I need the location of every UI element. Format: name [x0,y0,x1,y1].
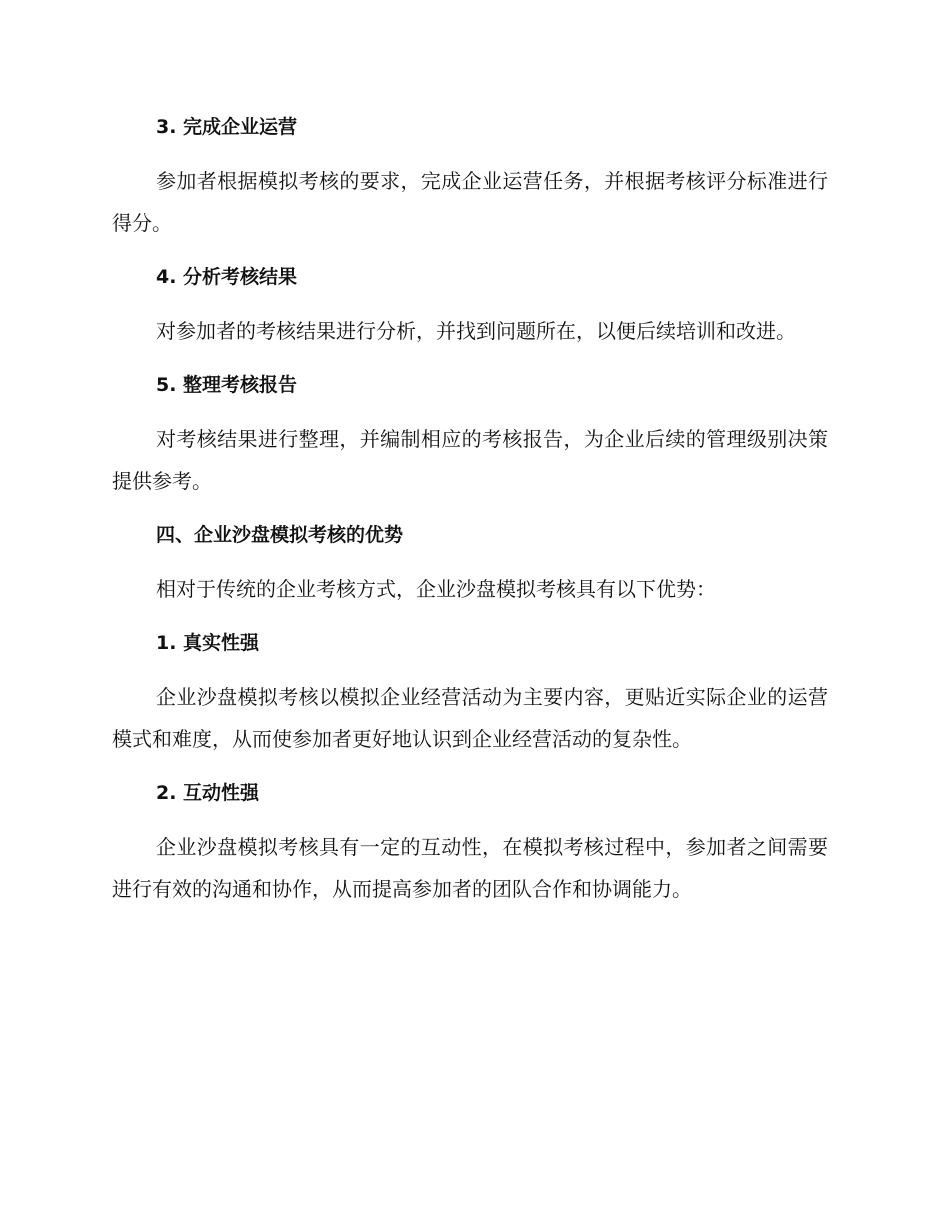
document-body [112,108,828,924]
paragraph-analyze-results: 对参加者的考核结果进行分析，并找到问题所在，以便后续培训和改进。 [156,319,796,343]
section-heading-complete-operation: 3. 完成企业运营 [156,116,298,138]
section-heading-analyze-results: 4. 分析考核结果 [156,266,298,288]
paragraph-organize-report: 对考核结果进行整理，并编制相应的考核报告，为企业后续的管理级别决策提供参考。 [112,427,828,493]
paragraph-complete-operation: 参加者根据模拟考核的要求，完成企业运营任务，并根据考核评分标准进行得分。 [112,169,828,235]
chapter-heading-advantages: 四、企业沙盘模拟考核的优势 [156,524,404,546]
paragraph-realism: 企业沙盘模拟考核以模拟企业经营活动为主要内容，更贴近实际企业的运营模式和难度，从而使参加者更好地认识到企业经营活动的复杂性。 [112,685,828,751]
paragraph-interactivity: 企业沙盘模拟考核具有一定的互动性，在模拟考核过程中，参加者之间需要进行有效的沟通和协作，从而提高参加者的团队合作和协调能力。 [112,835,828,901]
section-heading-interactivity: 2. 互动性强 [156,782,260,804]
section-heading-organize-report: 5. 整理考核报告 [156,374,298,396]
paragraph-advantages-intro: 相对于传统的企业考核方式，企业沙盘模拟考核具有以下优势： [156,577,716,601]
section-heading-realism: 1. 真实性强 [156,632,260,654]
